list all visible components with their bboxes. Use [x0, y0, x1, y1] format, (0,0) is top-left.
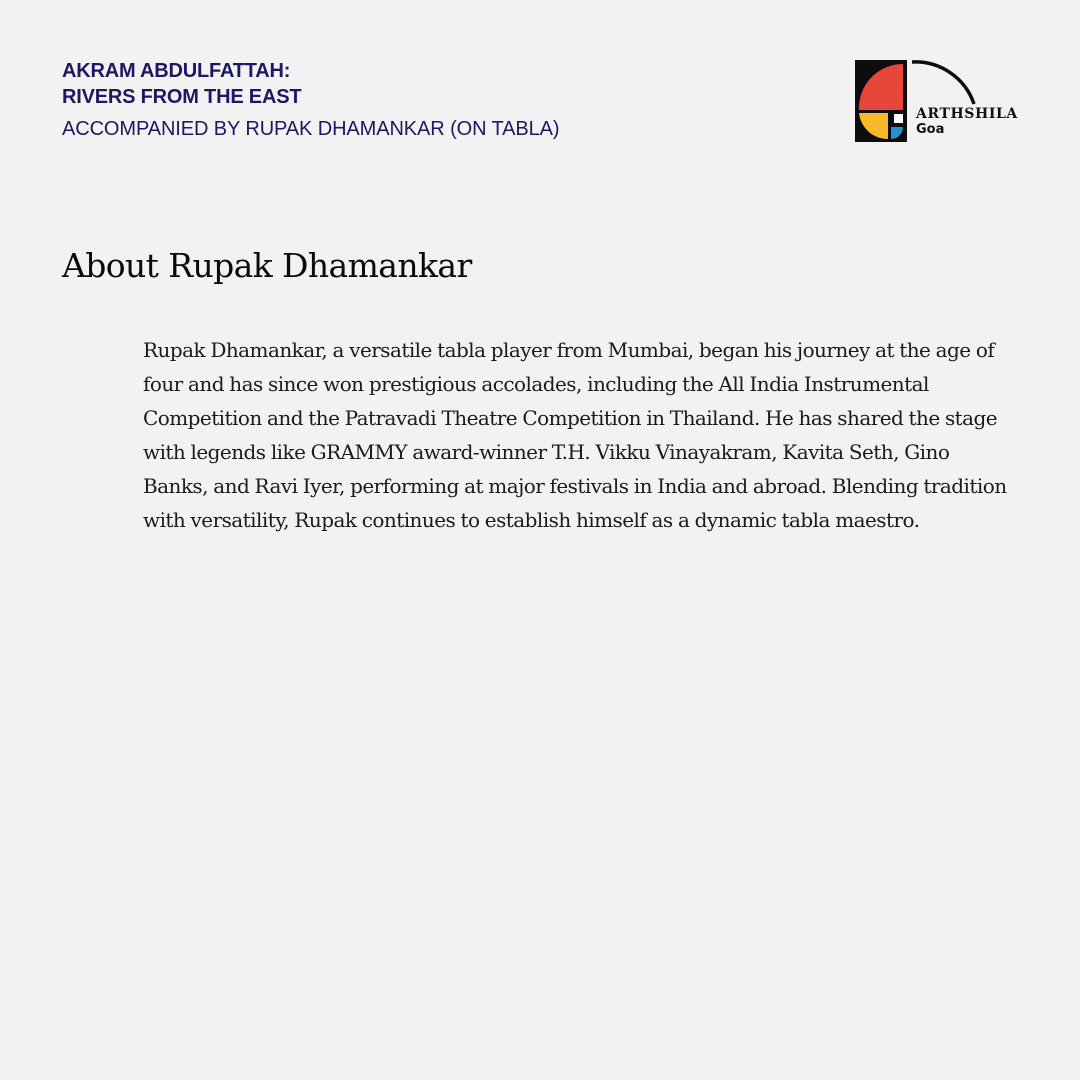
section-heading: About Rupak Dhamankar	[62, 246, 472, 285]
logo-name: ARTHSHILA	[916, 106, 1018, 122]
event-subtitle: ACCOMPANIED BY RUPAK DHAMANKAR (ON TABLA)	[62, 118, 560, 140]
bio-paragraph: Rupak Dhamankar, a versatile tabla player from Mumbai, began his journey at the age of four and has since won prestigious accolades, including the All India Instrumental Competition and the Patravadi Theatre Competition in Thailand. He has shared the stage with legends like GRAMMY award-winner T.H. Vikku Vinayakram, Kavita Seth, Gino Banks, and Ravi Iyer, performing at major festivals in India and abroad. Blending tradition with versatility, Rupak continues to establish himself as a dynamic tabla maestro.	[143, 338, 1007, 532]
event-title-line-2: RIVERS FROM THE EAST	[62, 86, 302, 108]
logo-white-square	[894, 114, 903, 123]
event-title-line-1: AKRAM ABDULFATTAH:	[62, 60, 291, 82]
event-header	[62, 58, 559, 142]
logo-arc	[912, 62, 974, 104]
logo-city: Goa	[916, 122, 945, 137]
arthshila-logo	[855, 58, 1030, 144]
